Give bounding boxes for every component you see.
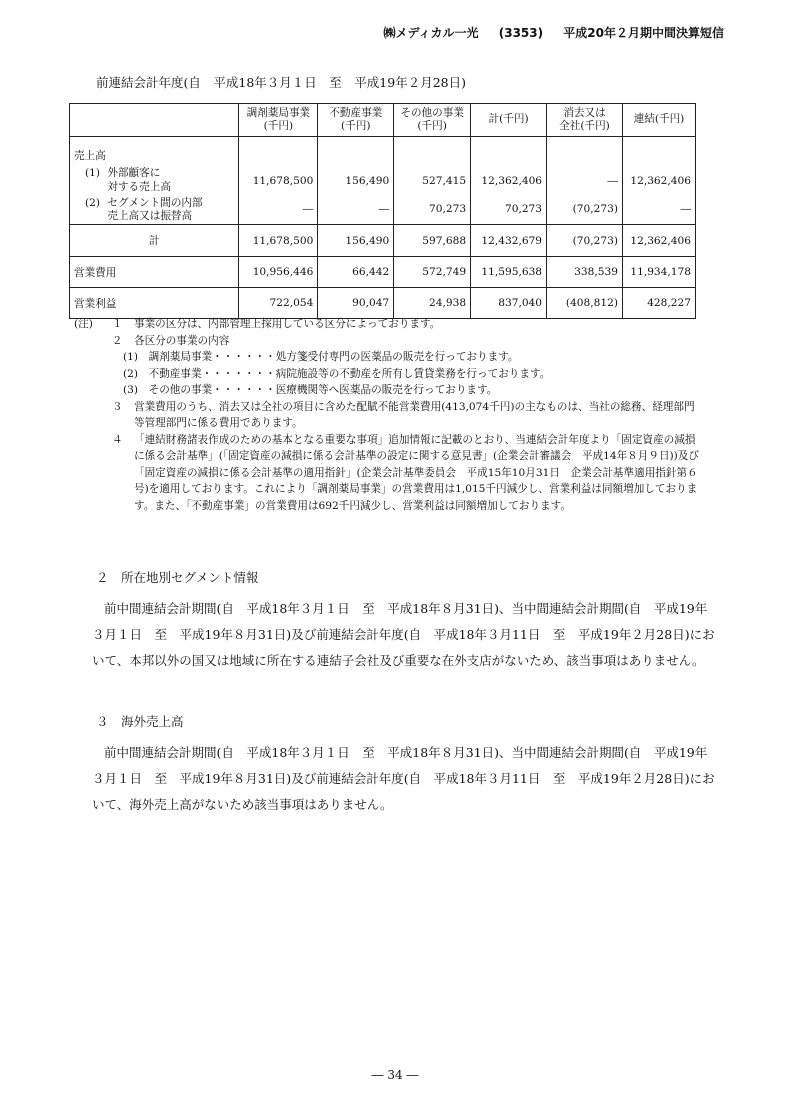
opinc-label: 営業利益 [70,288,239,319]
note-number: ２ [112,334,123,347]
cell: ― [547,167,623,195]
table-row [70,137,696,167]
cell: 10,956,446 [239,257,318,288]
cell: 428,227 [622,288,695,319]
note-2 [74,333,702,350]
cell: 11,678,500 [239,167,318,195]
row-num: (2) [84,196,100,209]
note-4 [74,432,702,515]
note-number: ３ [112,400,123,413]
column-header: 計(千円) [471,104,547,137]
cell: 527,415 [394,167,471,195]
cell: ― [622,195,695,225]
cell: 11,595,638 [471,257,547,288]
cell: 66,442 [318,257,394,288]
report-title: 平成20年２月期中間決算短信 [563,26,724,40]
section-geographic [92,568,716,674]
note-subitem: (1) 調剤薬局事業・・・・・・処方箋受付専門の医薬品の販売を行っております。 [123,351,519,363]
cell: 12,362,406 [622,225,695,257]
notes [74,316,702,514]
period-title: 前連結会計年度(自 平成18年３月１日 至 平成19年２月28日) [96,75,466,90]
note-text: 営業費用のうち、消去又は全社の項目に含めた配賦不能営業費用(413,074千円)の主なものは、当社の総務、経理部門等管理部門に係る費用であります。 [134,400,695,429]
notes-label: (注) [74,318,93,330]
cell: ― [318,195,394,225]
table-row [70,225,696,257]
column-header: その他の事業 (千円) [394,104,471,137]
cell: (70,273) [547,195,623,225]
cell: ― [239,195,318,225]
row-label [70,167,239,195]
column-header: 調剤薬局事業 (千円) [239,104,318,137]
segment-table [69,103,696,319]
row-text: セグメント間の内部 売上高又は振替高 [107,196,203,222]
cell: 90,047 [318,288,394,319]
cell: 24,938 [394,288,471,319]
section-body: 前中間連結会計期間(自 平成18年３月１日 至 平成18年８月31日)、当中間連結会計期間(自 平成19年３月１日 至 平成19年８月31日)及び前連結会計年度(自 平成18年３月11日 至 平成19年２月28日)において、本邦以外の国又は地域に所在する連結子会社及び重要な在外支店がないため、該当事項はありません。 [92,601,715,668]
header-blank [70,104,239,137]
cell: 722,054 [239,288,318,319]
section-title: ２ 所在地別セグメント情報 [96,570,259,585]
note-text: 事業の区分は、内部管理上採用している区分によっております。 [134,318,441,330]
note-number: １ [112,318,123,330]
opex-label: 営業費用 [70,257,239,288]
cell: 156,490 [318,225,394,257]
cell: 12,362,406 [471,167,547,195]
page-number: ― 34 ― [371,1068,419,1082]
page-header [384,24,725,41]
column-header: 不動産事業 (千円) [318,104,394,137]
cell: 12,432,679 [471,225,547,257]
cell: 11,934,178 [622,257,695,288]
cell: 572,749 [394,257,471,288]
row-label [70,195,239,225]
cell: 12,362,406 [622,167,695,195]
cell: 70,273 [394,195,471,225]
note-text: 各区分の事業の内容 [134,334,230,347]
note-text: 「連結財務諸表作成のための基本となる重要な事項」追加情報に記載のとおり、当連結会計年度より「固定資産の減損に係る会計基準」(「固定資産の減損に係る会計基準の設定に関する意見書」(企業会計審議会 平成14年８月９日))及び「固定資産の減損に係る会計基準の適用指針」(企業会計基準委員会 平成15年10月31日 企業会計基準適用指針第６号)を適用しております。これにより「調剤薬局事業」の営業費用は1,015千円減少し、営業利益は同額増加しております。また、「不動産事業」の営業費用は692千円減少し、営業利益は同額増加しております。 [134,433,699,512]
cell: (408,812) [547,288,623,319]
note-1 [74,316,702,333]
table-header-row [70,104,696,137]
section-body: 前中間連結会計期間(自 平成18年３月１日 至 平成18年８月31日)、当中間連結会計期間(自 平成19年３月１日 至 平成19年８月31日)及び前連結会計年度(自 平成18年３月11日 至 平成19年２月28日)において、海外売上高がないため該当事項はありません。 [92,745,715,812]
cell: 837,040 [471,288,547,319]
row-text: 外部顧客に 対する売上高 [107,167,171,193]
section-overseas [92,712,716,818]
note-number: ４ [112,433,123,446]
total-label: 計 [70,225,239,257]
cell: 597,688 [394,225,471,257]
company-name: ㈱メディカル一光 [383,26,479,40]
row-num: (1) [84,167,100,180]
note-subitem: (3) その他の事業・・・・・・医療機関等へ医薬品の販売を行っております。 [123,384,498,396]
table-row [70,288,696,319]
column-header: 連結(千円) [622,104,695,137]
cell: 70,273 [471,195,547,225]
note-3 [74,399,702,432]
cell: 338,539 [547,257,623,288]
table-row [70,257,696,288]
sales-heading: 売上高 [70,137,239,167]
table-row [70,195,696,225]
cell: (70,273) [547,225,623,257]
note-subitem: (2) 不動産事業・・・・・・・病院施設等の不動産を所有し賃貸業務を行っております。 [123,367,551,380]
cell: 11,678,500 [239,225,318,257]
stock-code: (3353) [498,26,544,40]
section-title: ３ 海外売上高 [96,714,184,729]
table-row [70,167,696,195]
cell: 156,490 [318,167,394,195]
column-header: 消去又は 全社(千円) [547,104,623,137]
